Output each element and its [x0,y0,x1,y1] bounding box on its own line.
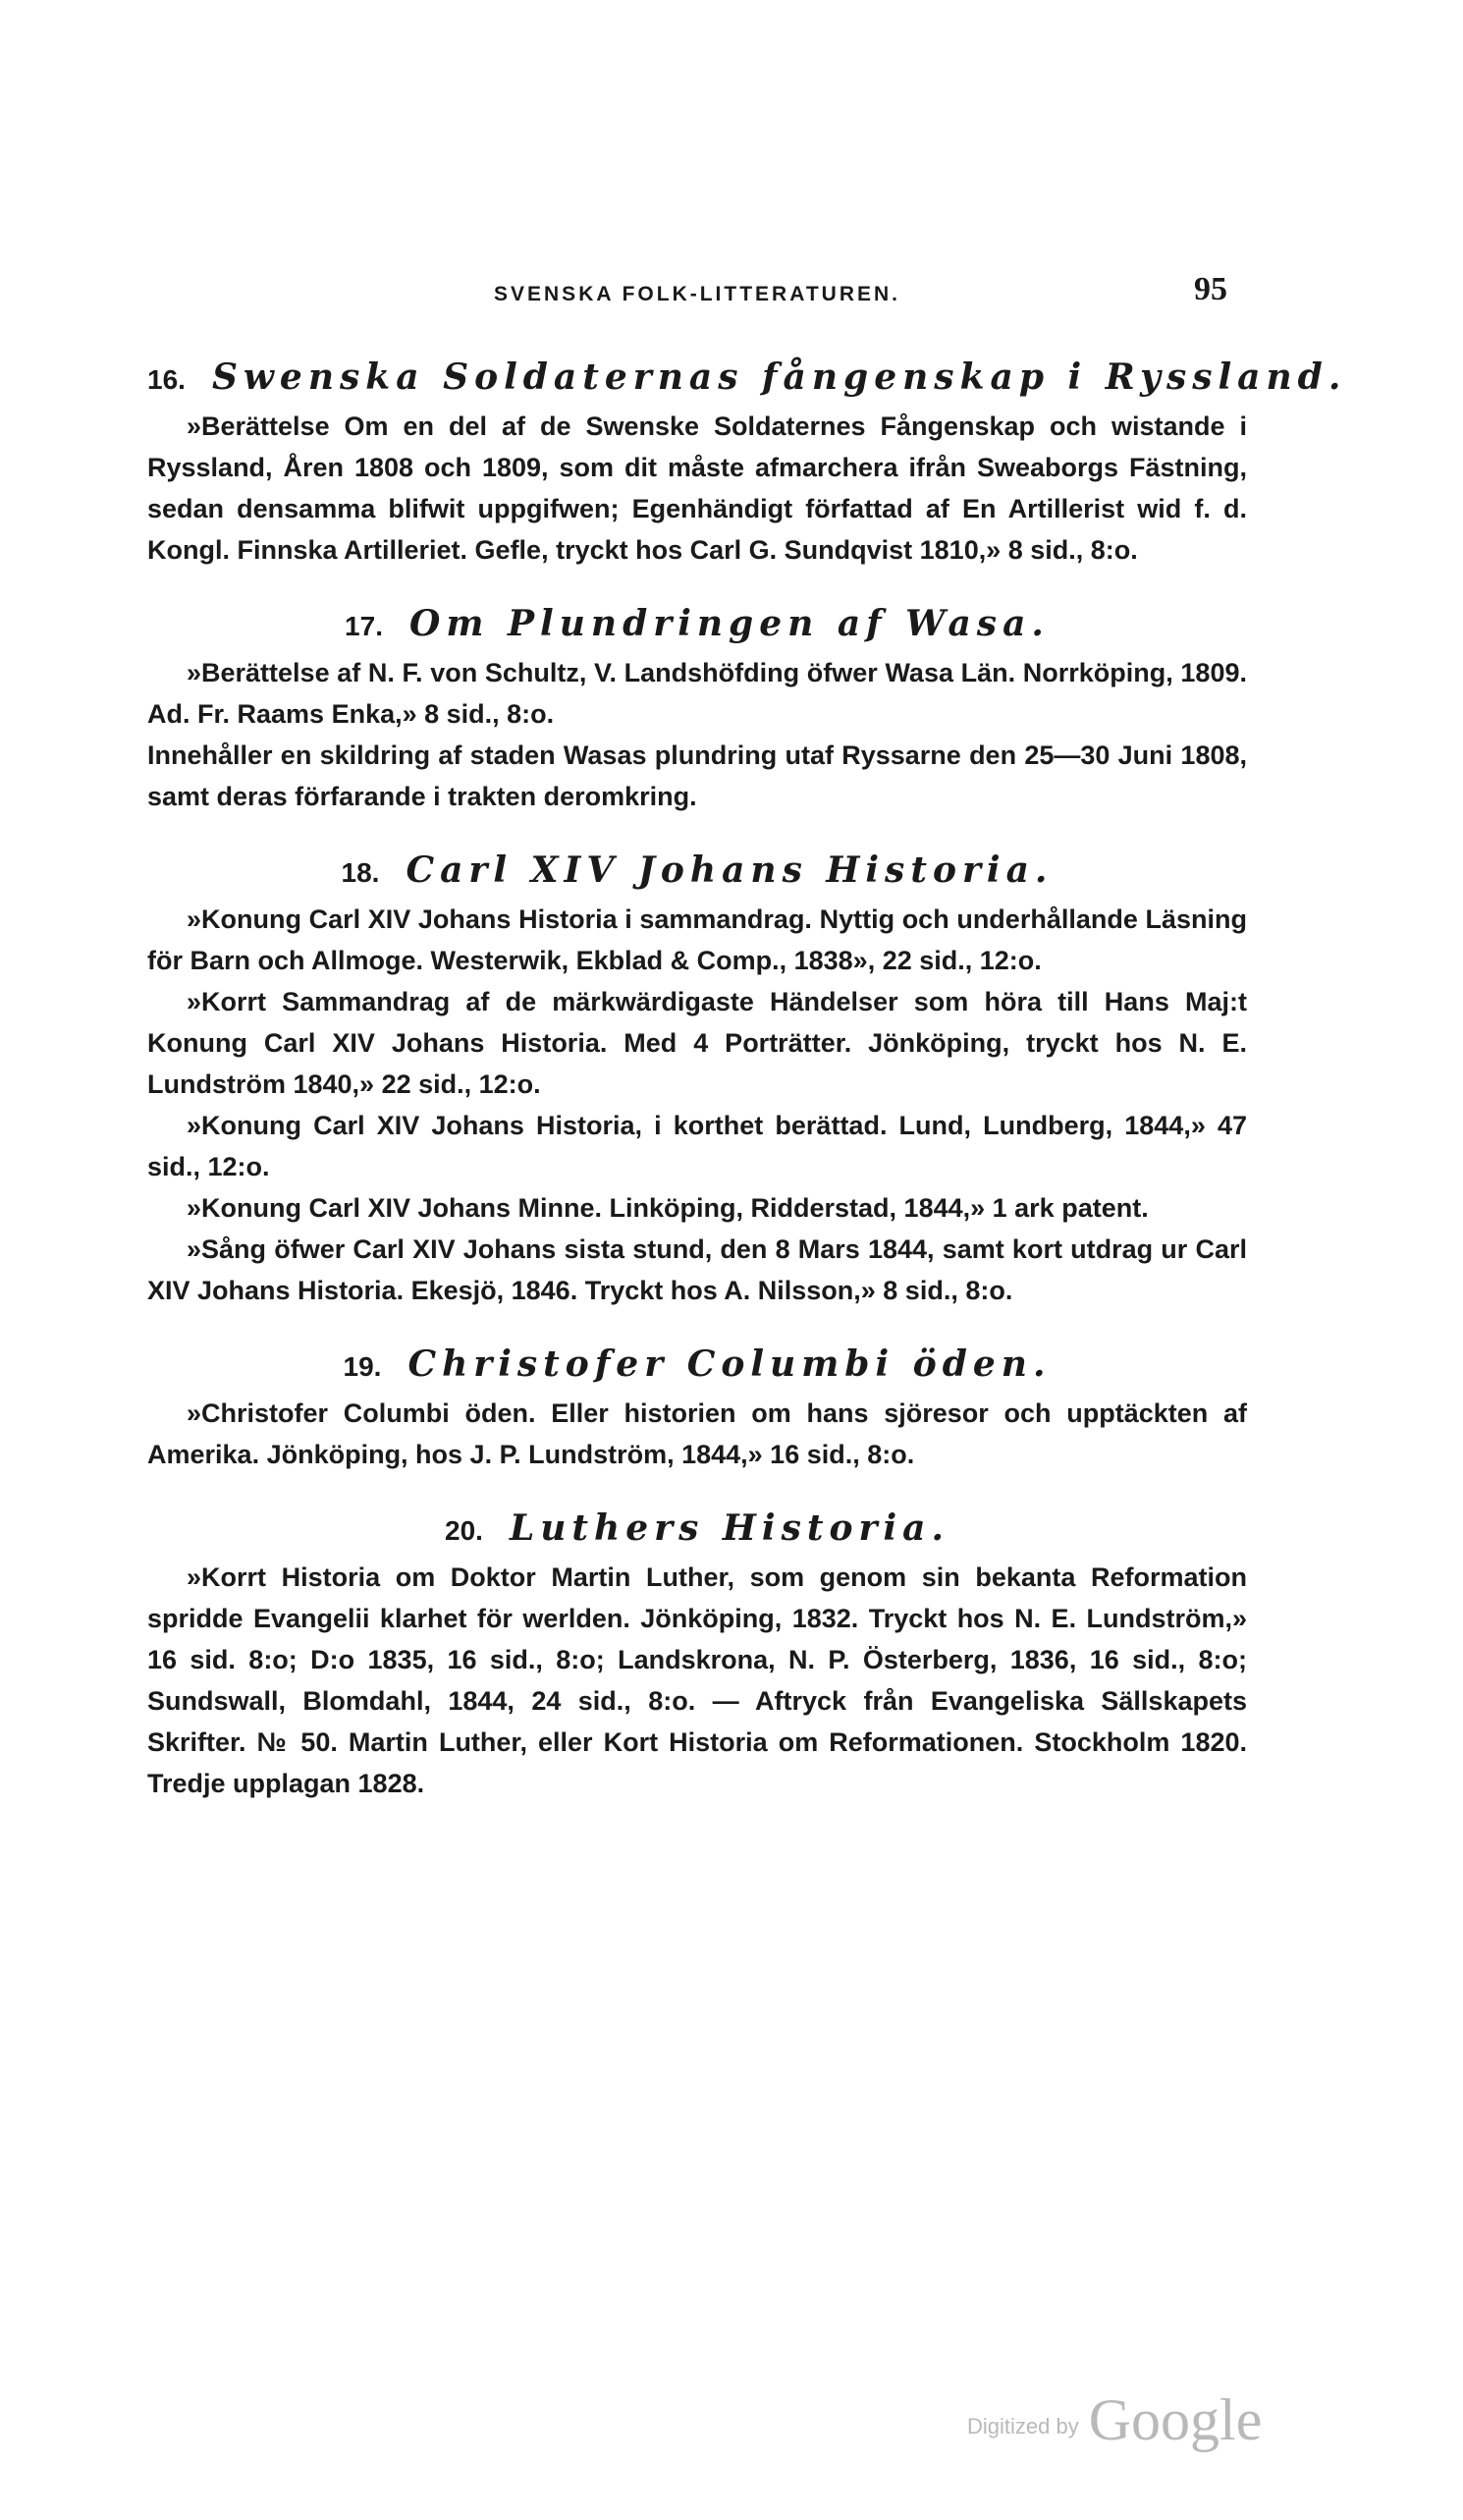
bibliographic-entry: »Konung Carl XIV Johans Historia, i korthet berättad. Lund, Lundberg, 1844,» 47 sid., 12:o. [147,1111,1247,1181]
running-title: SVENSKA FOLK-LITTERATUREN. [494,283,900,305]
section-title: Swenska Soldaternas fångenskap i Ryssland. [211,356,1347,398]
section-number: 16. [147,364,186,395]
bibliographic-entry: »Konung Carl XIV Johans Historia i sammandrag. Nyttig och underhållande Läsning för Barn och Allmoge. Westerwik, Ekblad & Comp., 1838», 22 sid., 12:o. [147,904,1247,975]
bibliographic-entry: »Korrt Sammandrag af de märkwärdigaste Händelser som höra till Hans Maj:t Konung Carl XIV Johans Historia. Med 4 Porträtter. Jönköping, tryckt hos N. E. Lundström 1840,» 22 sid., 12:o. [147,987,1247,1099]
watermark-prefix: Digitized by [967,2414,1079,2438]
bibliographic-entry: »Sång öfwer Carl XIV Johans sista stund, den 8 Mars 1844, samt kort utdrag ur Carl XIV Johans Historia. Ekesjö, 1846. Tryckt hos A. Nilsson,» 8 sid., 8:o. [147,1234,1247,1305]
section-title: Christofer Columbi öden. [407,1343,1052,1385]
section-20 [147,1503,1247,1804]
digitized-watermark [967,2386,1262,2454]
bibliographic-entry: »Berättelse af N. F. von Schultz, V. Landshöfding öfwer Wasa Län. Norrköping, 1809. Ad. Fr. Raams Enka,» 8 sid., 8:o. [147,658,1247,729]
section-18 [147,845,1247,1311]
bibliographic-entry: »Christofer Columbi öden. Eller historien om hans sjöresor och upptäckten af Amerika. Jönköping, hos J. P. Lundström, 1844,» 16 sid., 8:o. [147,1398,1247,1469]
section-16 [147,352,1347,571]
section-17 [147,598,1247,817]
note-paragraph: Innehåller en skildring af staden Wasas plundring utaf Ryssarne den 25—30 Juni 1808, samt deras förfarande i trakten deromkring. [147,740,1247,811]
page-number: 95 [1194,271,1227,307]
section-heading [147,1339,1247,1393]
section-heading [147,352,1347,406]
section-number: 20. [445,1515,483,1546]
section-heading [147,845,1247,899]
google-logo: Google [1088,2387,1263,2452]
section-19 [147,1339,1247,1475]
section-heading [147,598,1247,652]
section-number: 19. [343,1351,382,1382]
book-page [147,265,1347,1804]
section-heading [147,1503,1247,1557]
section-number: 17. [345,611,383,641]
running-head [147,265,1247,324]
section-title: Luthers Historia. [509,1507,949,1549]
section-number: 18. [341,857,380,888]
bibliographic-entry: »Konung Carl XIV Johans Minne. Linköping, Ridderstad, 1844,» 1 ark patent. [187,1193,1149,1223]
bibliographic-entry: »Berättelse Om en del af de Swenske Soldaternes Fångenskap och wistande i Ryssland, Åren 1808 och 1809, som dit måste afmarchera ifrån Sweaborgs Fästning, sedan densamma blifwit uppgifwen; Egenhändigt författad af En Artillerist wid f. d. Kongl. Finnska Artilleriet. Gefle, tryckt hos Carl G. Sundqvist 1810,» 8 sid., 8:o. [147,411,1247,565]
bibliographic-entry: »Korrt Historia om Doktor Martin Luther, som genom sin bekanta Reformation spridde Evangelii klarhet för werlden. Jönköping, 1832. Tryckt hos N. E. Lundström,» 16 sid. 8:o; D:o 1835, 16 sid., 8:o; Landskrona, N. P. Österberg, 1836, 16 sid., 8:o; Sundswall, Blomdahl, 1844, 24 sid., 8:o. — Aftryck från Evangeliska Sällskapets Skrifter. № 50. Martin Luther, eller Kort Historia om Reformationen. Stockholm 1820. Tredje upplagan 1828. [147,1562,1247,1798]
section-title: Om Plundringen af Wasa. [408,603,1050,644]
section-title: Carl XIV Johans Historia. [406,849,1054,891]
